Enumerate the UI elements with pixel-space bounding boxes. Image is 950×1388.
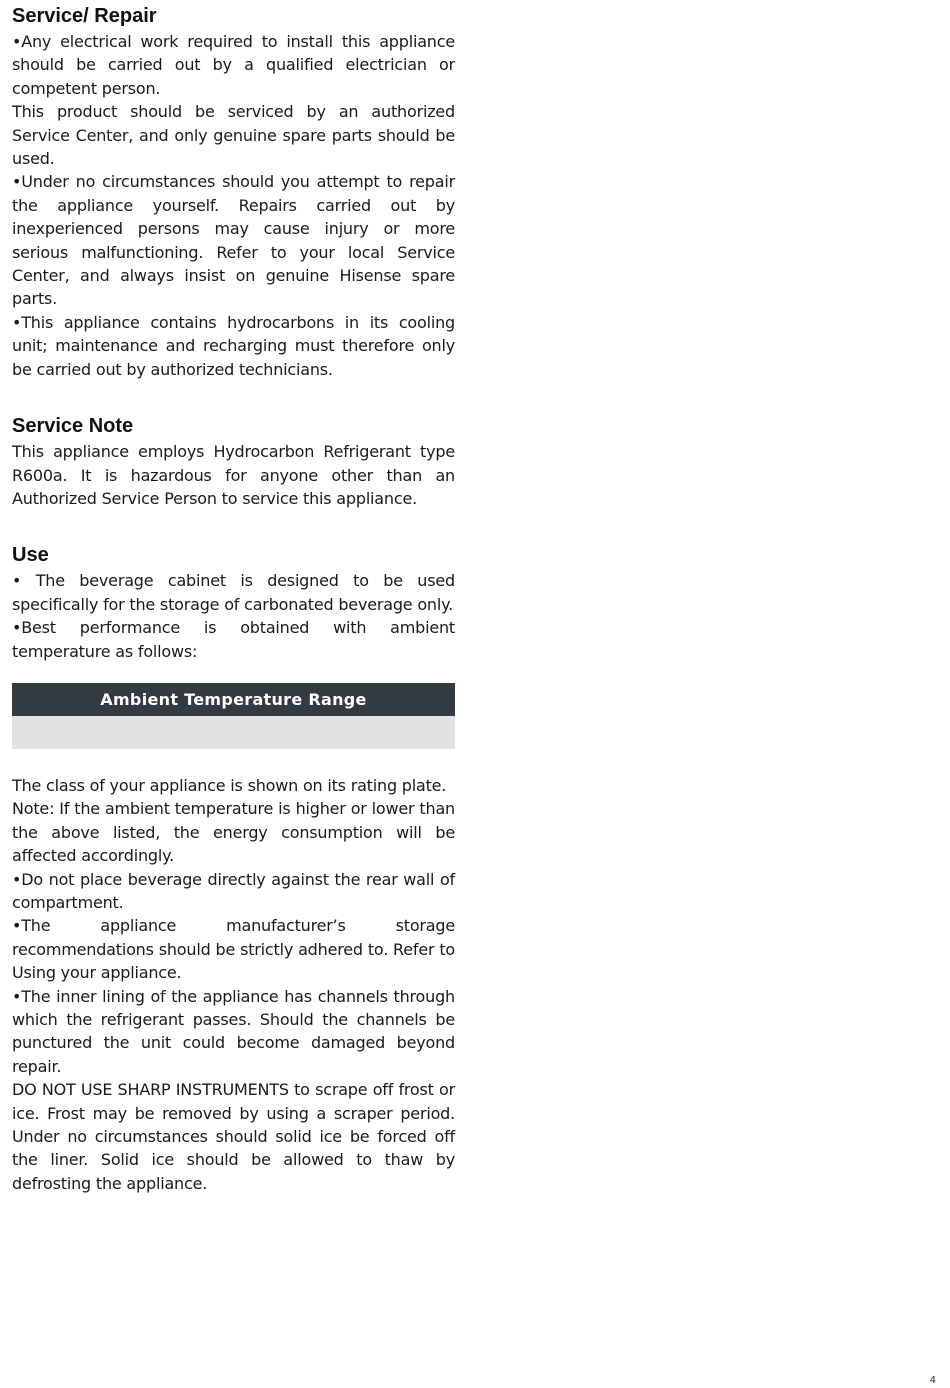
use-paragraph: •The appliance manufacturer’s storage recommendations should be strictly adhered to. Refer to Using your appliance.: [12, 916, 455, 983]
service-repair-paragraph: •This appliance contains hydrocarbons in its cooling unit; maintenance and recharging must therefore only be carried out by authorized technicians.: [12, 312, 455, 379]
service-note-heading: Service Note: [12, 415, 134, 438]
use-heading: Use: [12, 544, 49, 567]
use-paragraph: • The beverage cabinet is designed to be used specifically for the storage of carbonated beverage only.: [12, 571, 455, 614]
service-repair-heading: Service/ Repair: [12, 5, 157, 27]
service-note-paragraph: This appliance employs Hydrocarbon Refrigerant type R600a. It is hazardous for anyone other than an Authorized Service Person to service this appliance.: [12, 442, 455, 508]
use-paragraph: DO NOT USE SHARP INSTRUMENTS to scrape off frost or ice. Frost may be removed by using a scraper period. Under no circumstances should solid ice be forced off the liner. Solid ice should be allowed to thaw by defrosting the appliance.: [12, 1080, 455, 1193]
ambient-temperature-header: Ambient Temperature Range: [12, 683, 455, 716]
use-paragraph: Note: If the ambient temperature is higher or lower than the above listed, the energy consumption will be affected accordingly.: [12, 799, 455, 866]
use-paragraph: The class of your appliance is shown on its rating plate.: [12, 775, 447, 795]
use-section: [12, 543, 455, 1195]
service-repair-paragraph: This product should be serviced by an authorized Service Center, and only genuine spare parts should be used.: [12, 102, 455, 169]
page-number: 4: [929, 1375, 936, 1386]
service-repair-section: [12, 4, 455, 381]
use-paragraph: •Best performance is obtained with ambient temperature as follows:: [12, 618, 455, 661]
service-repair-paragraph: •Under no circumstances should you attempt to repair the appliance yourself. Repairs carried out by inexperienced persons may cause injury or more serious malfunctioning. Refer to your local Service Center, and always insist on genuine Hisense spare parts.: [12, 172, 455, 309]
ambient-temperature-value: [12, 716, 455, 749]
service-repair-paragraph: •Any electrical work required to install this appliance should be carried out by a qualified electrician or competent person.: [12, 32, 455, 98]
service-note-section: [12, 414, 455, 510]
document-column: [12, 4, 455, 1228]
use-paragraph: •The inner lining of the appliance has channels through which the refrigerant passes. Should the channels be punctured the unit could become damaged beyond repair.: [12, 986, 455, 1076]
use-paragraph: •Do not place beverage directly against the rear wall of compartment.: [12, 869, 455, 912]
ambient-temperature-table: [12, 683, 455, 749]
